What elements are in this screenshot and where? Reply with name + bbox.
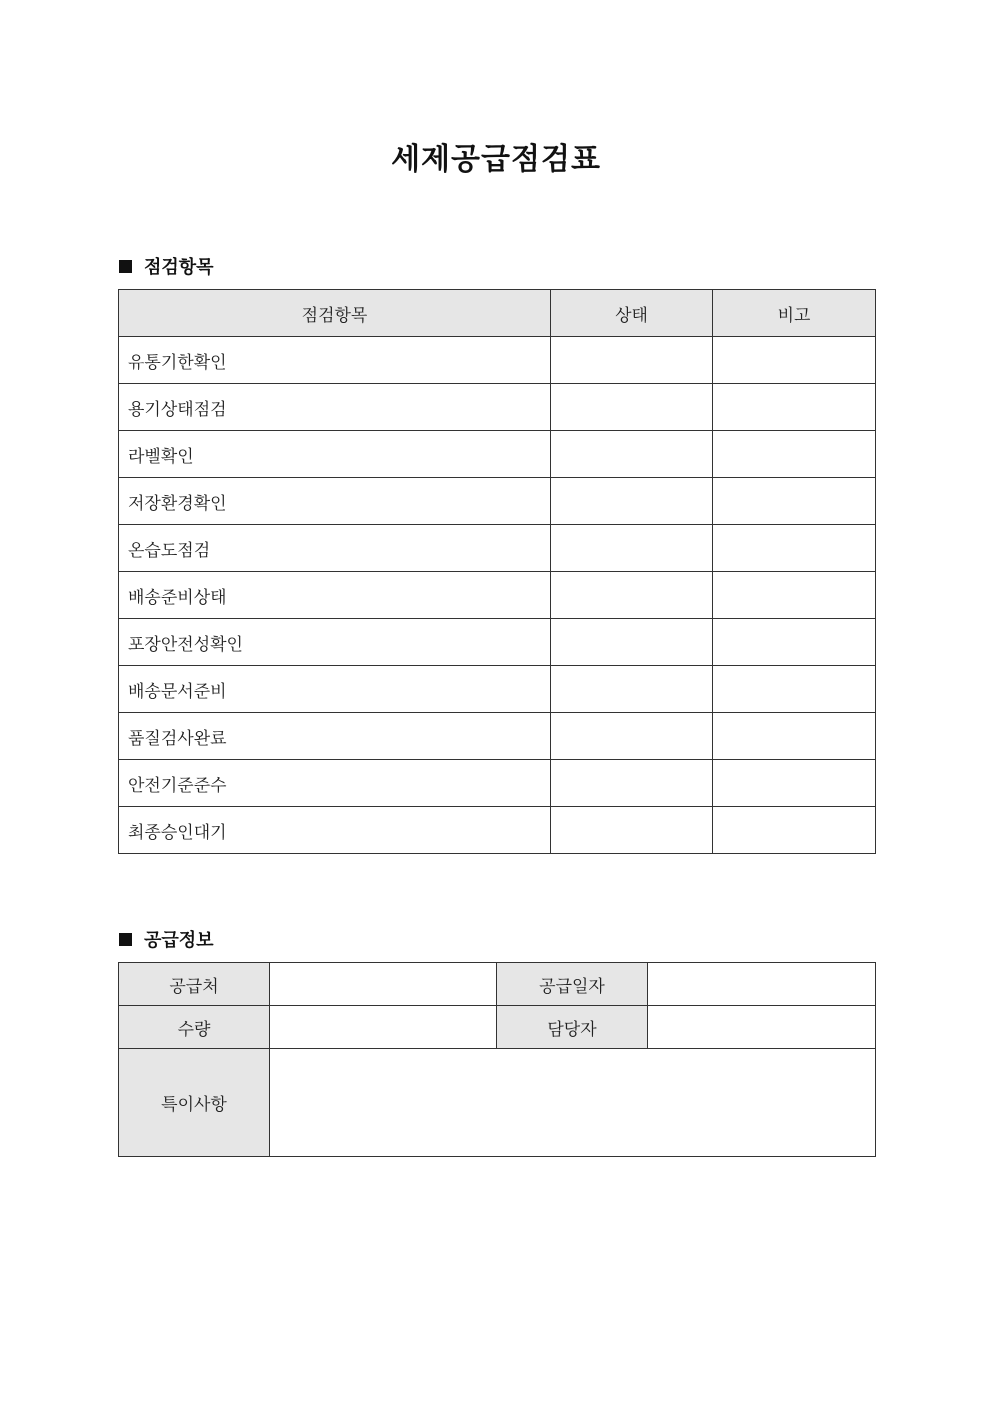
supply-heading-text: 공급정보 [144, 930, 214, 951]
supply-info-table [118, 962, 876, 1157]
column-header-status: 상태 [551, 290, 713, 337]
table-row [119, 760, 876, 807]
note-cell[interactable] [713, 384, 876, 431]
note-cell[interactable] [713, 478, 876, 525]
note-cell[interactable] [713, 431, 876, 478]
item-label: 배송문서준비 [119, 666, 551, 713]
status-cell[interactable] [551, 384, 713, 431]
supply-section-heading [119, 926, 214, 952]
table-row [119, 713, 876, 760]
note-cell[interactable] [713, 807, 876, 854]
table-row [119, 431, 876, 478]
table-row [119, 478, 876, 525]
item-label: 포장안전성확인 [119, 619, 551, 666]
quantity-field[interactable] [270, 1006, 497, 1049]
note-cell[interactable] [713, 666, 876, 713]
item-label: 유통기한확인 [119, 337, 551, 384]
table-row [119, 807, 876, 854]
supply-date-field[interactable] [648, 963, 876, 1006]
supply-row-quantity [119, 1006, 876, 1049]
note-cell[interactable] [713, 525, 876, 572]
status-cell[interactable] [551, 666, 713, 713]
table-row [119, 525, 876, 572]
table-row [119, 384, 876, 431]
quantity-label: 수량 [119, 1006, 270, 1049]
note-cell[interactable] [713, 760, 876, 807]
item-label: 온습도점검 [119, 525, 551, 572]
table-row [119, 619, 876, 666]
item-label: 저장환경확인 [119, 478, 551, 525]
note-cell[interactable] [713, 619, 876, 666]
manager-label: 담당자 [497, 1006, 648, 1049]
status-cell[interactable] [551, 619, 713, 666]
item-label: 품질검사완료 [119, 713, 551, 760]
note-cell[interactable] [713, 572, 876, 619]
inspection-heading-text: 점검항목 [144, 257, 214, 278]
page-title: 세제공급점검표 [391, 142, 601, 177]
status-cell[interactable] [551, 713, 713, 760]
note-cell[interactable] [713, 337, 876, 384]
status-cell[interactable] [551, 760, 713, 807]
status-cell[interactable] [551, 431, 713, 478]
supplier-field[interactable] [270, 963, 497, 1006]
column-header-item: 점검항목 [119, 290, 551, 337]
status-cell[interactable] [551, 807, 713, 854]
status-cell[interactable] [551, 337, 713, 384]
column-header-note: 비고 [713, 290, 876, 337]
supply-date-label: 공급일자 [497, 963, 648, 1006]
table-row [119, 337, 876, 384]
item-label: 안전기준준수 [119, 760, 551, 807]
status-cell[interactable] [551, 572, 713, 619]
remarks-field[interactable] [270, 1049, 876, 1157]
note-cell[interactable] [713, 713, 876, 760]
square-bullet-icon [119, 260, 132, 273]
inspection-header-row [119, 290, 876, 337]
status-cell[interactable] [551, 525, 713, 572]
supply-row-remarks [119, 1049, 876, 1157]
item-label: 용기상태점검 [119, 384, 551, 431]
table-row [119, 666, 876, 713]
inspection-section-heading [119, 253, 214, 279]
item-label: 배송준비상태 [119, 572, 551, 619]
inspection-table [118, 289, 876, 854]
manager-field[interactable] [648, 1006, 876, 1049]
item-label: 라벨확인 [119, 431, 551, 478]
status-cell[interactable] [551, 478, 713, 525]
supply-row-supplier [119, 963, 876, 1006]
square-bullet-icon [119, 933, 132, 946]
remarks-label: 특이사항 [119, 1049, 270, 1157]
table-row [119, 572, 876, 619]
supplier-label: 공급처 [119, 963, 270, 1006]
item-label: 최종승인대기 [119, 807, 551, 854]
